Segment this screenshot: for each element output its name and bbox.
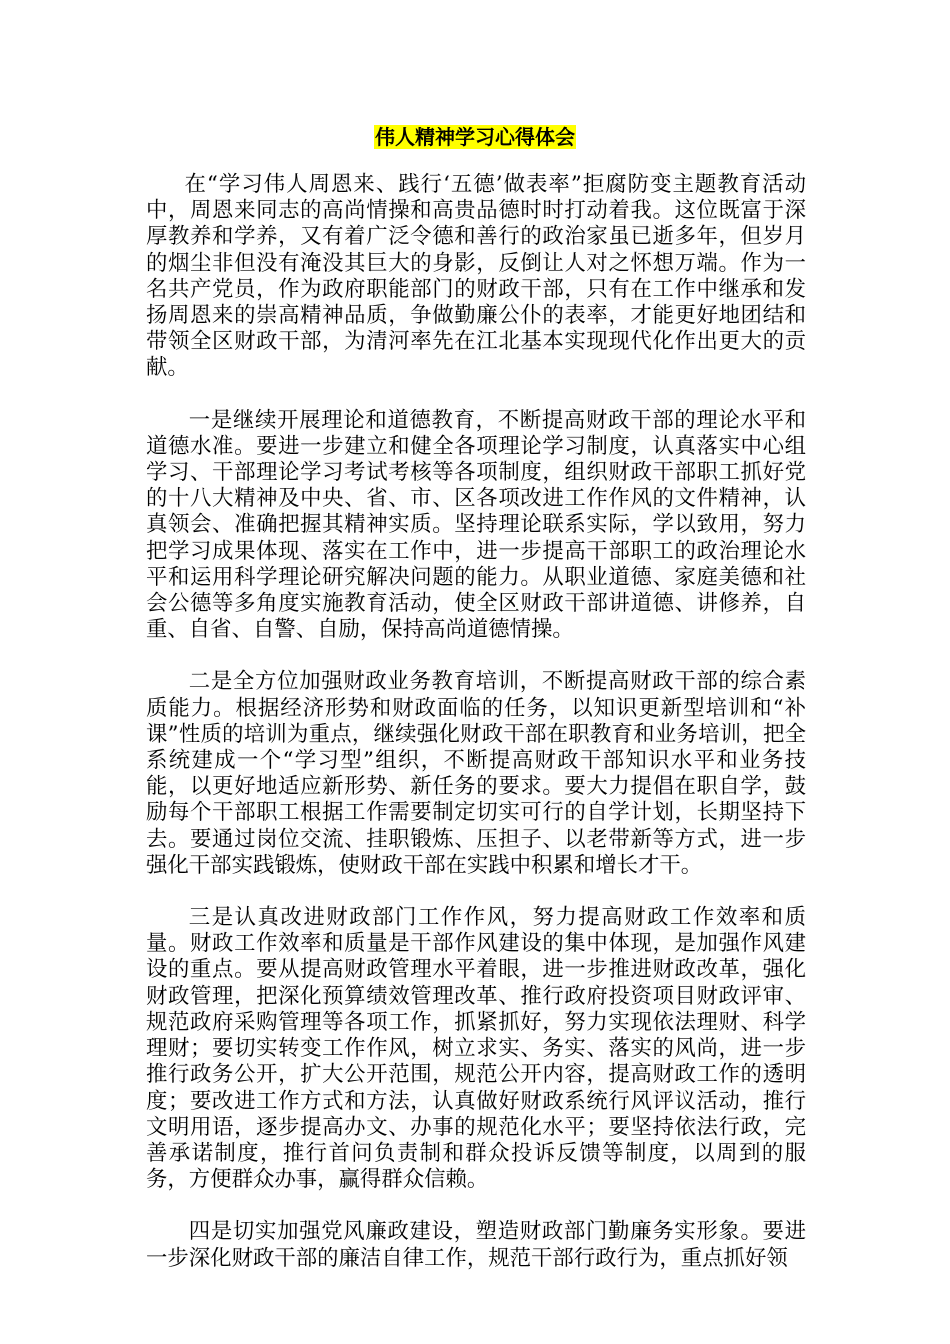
paragraph-intro: 在“学习伟人周恩来、践行‘五德’做表率”拒腐防变主题教育活动中，周恩来同志的高尚情操和高贵品德时时打动着我。这位既富于深厚教养和学养，又有着广泛令德和善行的政治家虽已逝多年，但岁月的烟尘非但没有淹没其巨大的身影，反倒让人对之怀想万端。作为一名共产党员，作为政府职能部门的财政干部，只有在工作中继承和发扬周恩来的崇高精神品质，争做勤廉公仆的表率，才能更好地团结和带领全区财政干部，为清河率先在江北基本实现现代化作出更大的贡献。 bbox=[146, 172, 806, 381]
title-highlight: 伟人精神学习心得体会 bbox=[375, 125, 575, 149]
paragraph-point-4: 四是切实加强党风廉政建设，塑造财政部门勤廉务实形象。要进一步深化财政干部的廉洁自律工作，规范干部行政行为，重点抓好领 bbox=[146, 1219, 806, 1271]
paragraph-point-3: 三是认真改进财政部门工作作风，努力提高财政工作效率和质量。财政工作效率和质量是干部作风建设的集中体现，是加强作风建设的重点。要从提高财政管理水平着眼，进一步推进财政改革，强化财政管理，把深化预算绩效管理改革、推行政府投资项目财政评审、规范政府采购管理等各项工作，抓紧抓好，努力实现依法理财、科学理财；要切实转变工作作风，树立求实、务实、落实的风尚，进一步推行政务公开，扩大公开范围，规范公开内容，提高财政工作的透明度；要改进工作方式和方法，认真做好财政系统行风评议活动，推行文明用语，逐步提高办文、办事的规范化水平；要坚持依法行政，完善承诺制度，推行首问负责制和群众投诉反馈等制度，以周到的服务，方便群众办事，赢得群众信赖。 bbox=[146, 905, 806, 1193]
paragraph-point-1: 一是继续开展理论和道德教育，不断提高财政干部的理论水平和道德水准。要进一步建立和健全各项理论学习制度，认真落实中心组学习、干部理论学习考试考核等各项制度，组织财政干部职工抓好党的十八大精神及中央、省、市、区各项改进工作作风的文件精神，认真领会、准确把握其精神实质。坚持理论联系实际，学以致用，努力把学习成果体现、落实在工作中，进一步提高干部职工的政治理论水平和运用科学理论研究解决问题的能力。从职业道德、家庭美德和社会公德等多角度实施教育活动，使全区财政干部讲道德、讲修养，自重、自省、自警、自励，保持高尚道德情操。 bbox=[146, 407, 806, 643]
document-title bbox=[0, 124, 950, 150]
document-body bbox=[146, 172, 806, 1298]
paragraph-point-2: 二是全方位加强财政业务教育培训，不断提高财政干部的综合素质能力。根据经济形势和财政面临的任务，以知识更新型培训和“补课”性质的培训为重点，继续强化财政干部在职教育和业务培训，把全系统建成一个“学习型”组织，不断提高财政干部知识水平和业务技能，以更好地适应新形势、新任务的要求。要大力提倡在职自学，鼓励每个干部职工根据工作需要制定切实可行的自学计划，长期坚持下去。要通过岗位交流、挂职锻炼、压担子、以老带新等方式，进一步强化干部实践锻炼，使财政干部在实践中积累和增长才干。 bbox=[146, 669, 806, 878]
